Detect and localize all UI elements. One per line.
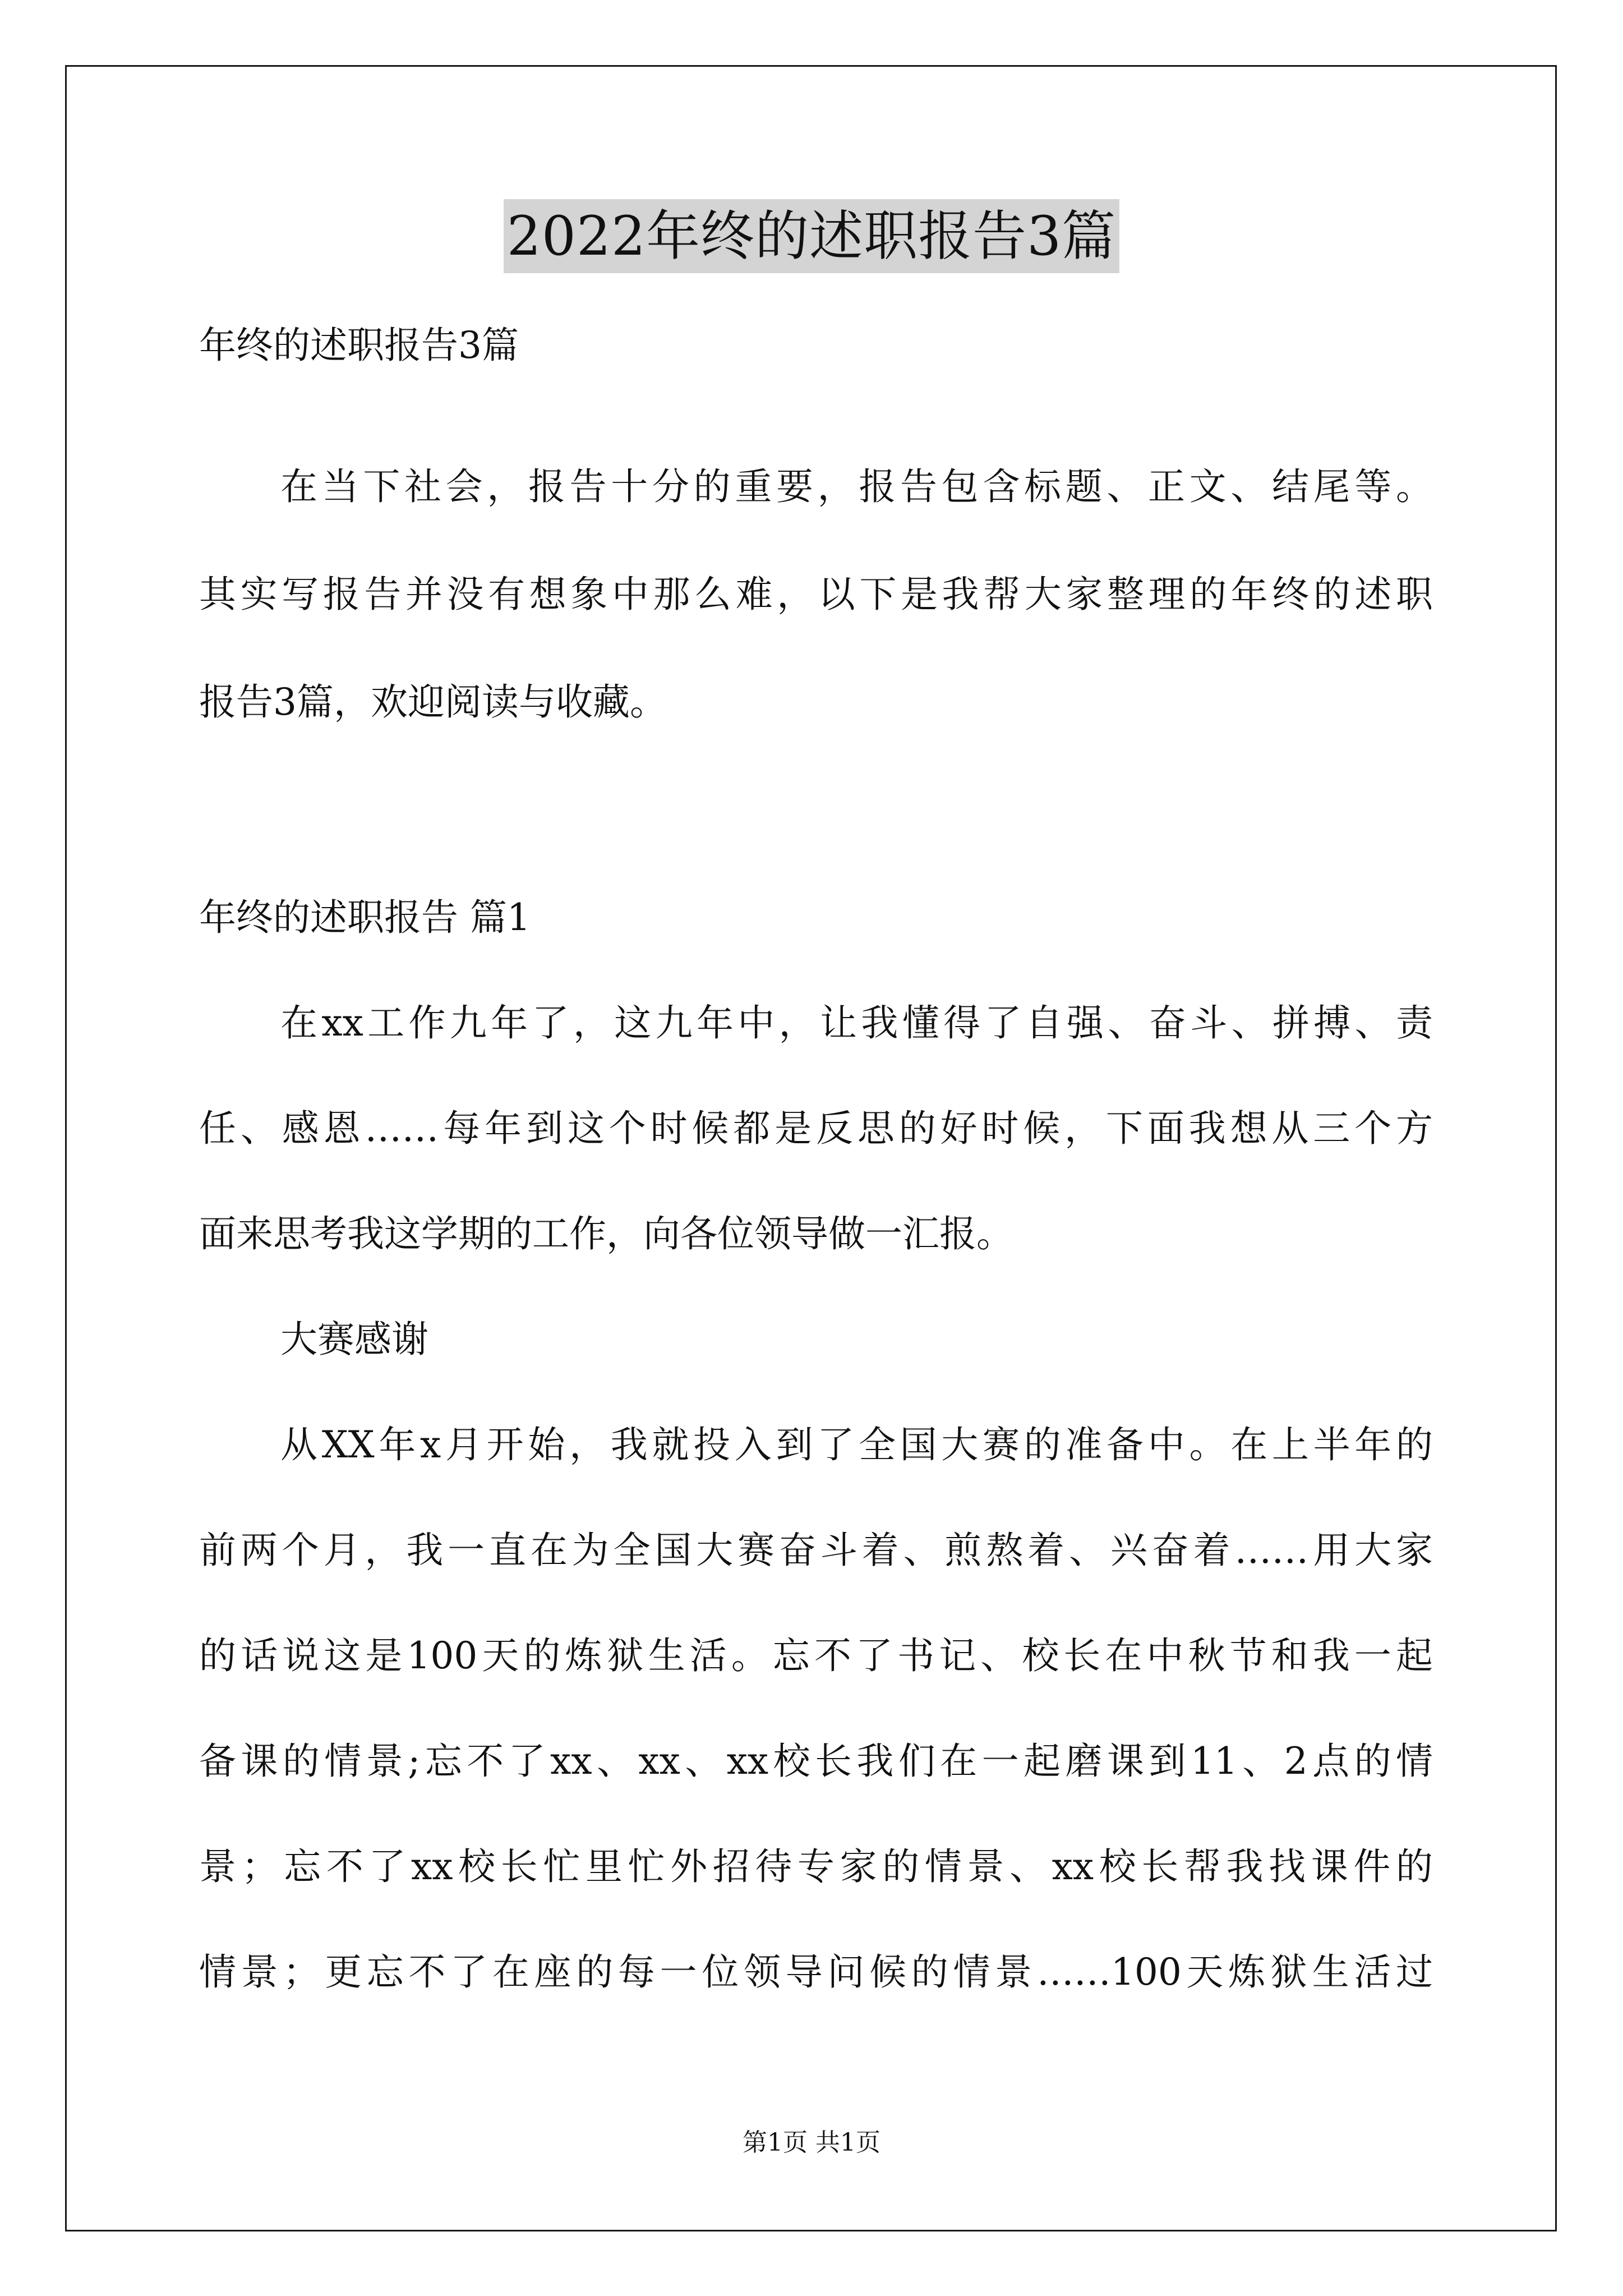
para1-line-3: 面来思考我这学期的工作，向各位领导做一汇报。 — [199, 1212, 1013, 1255]
subheading: 大赛感谢 — [280, 1318, 428, 1361]
para2-line-6: 情景；更忘不了在座的每一位领导问候的情景……100天炼狱生活过 — [199, 1950, 1433, 1994]
intro-line-2: 其实写报告并没有想象中那么难，以下是我帮大家整理的年终的述职 — [199, 573, 1433, 616]
page-footer: 第1页 共1页 — [743, 2128, 880, 2157]
intro-line-1: 在当下社会，报告十分的重要，报告包含标题、正文、结尾等。 — [280, 465, 1433, 508]
para2-line-2: 前两个月，我一直在为全国大赛奋斗着、煎熬着、兴奋着……用大家 — [199, 1529, 1433, 1572]
document-title-block — [0, 199, 1623, 273]
intro-line-3: 报告3篇，欢迎阅读与收藏。 — [199, 680, 667, 724]
para2-line-5: 景；忘不了xx校长忙里忙外招待专家的情景、xx校长帮我找课件的 — [199, 1845, 1433, 1888]
para2-line-1: 从XX年x月开始，我就投入到了全国大赛的准备中。在上半年的 — [280, 1423, 1433, 1466]
para2-line-4: 备课的情景;忘不了xx、xx、xx校长我们在一起磨课到11、2点的情 — [199, 1740, 1433, 1783]
para1-line-1: 在xx工作九年了，这九年中，让我懂得了自强、奋斗、拼搏、责 — [280, 1001, 1433, 1045]
section-heading: 年终的述职报告 篇1 — [199, 896, 531, 939]
document-title: 2022年终的述职报告3篇 — [504, 199, 1119, 273]
document-subtitle: 年终的述职报告3篇 — [199, 324, 519, 367]
para2-line-3: 的话说这是100天的炼狱生活。忘不了书记、校长在中秋节和我一起 — [199, 1634, 1433, 1677]
para1-line-2: 任、感恩……每年到这个时候都是反思的好时候，下面我想从三个方 — [199, 1107, 1433, 1150]
